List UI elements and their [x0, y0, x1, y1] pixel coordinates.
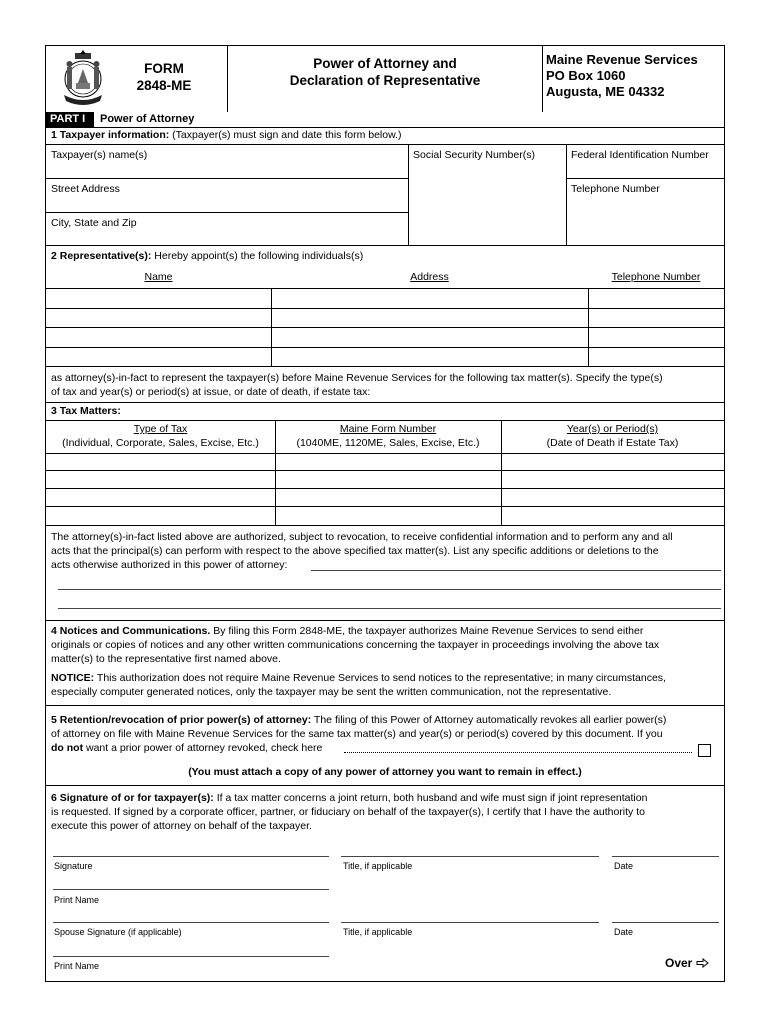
- s5-line-2: of attorney on file with Maine Revenue Services for the same tax matter(s) and year(s) or period(s) covered by this document. If you: [51, 728, 663, 740]
- arrow-right-icon: [696, 958, 709, 968]
- s4-text-1: By filing this Form 2848-ME, the taxpayer authorizes Maine Revenue Services to send either: [210, 625, 644, 637]
- ssn-label: Social Security Number(s): [413, 149, 535, 161]
- additions-line-1[interactable]: [311, 570, 721, 571]
- part-tag: PART I: [46, 112, 94, 127]
- s1-note: (Taxpayer(s) must sign and date this form below.): [169, 129, 402, 141]
- tax-col-year: Year(s) or Period(s): [566, 423, 659, 435]
- s5-do-not: do not: [51, 742, 84, 754]
- street-address-label: Street Address: [51, 183, 120, 195]
- s2-after-line-2: of tax and year(s) or period(s) at issue, or date of death, if estate tax:: [51, 386, 371, 398]
- agency-address: [546, 52, 724, 100]
- title-line-2: Declaration of Representative: [289, 73, 481, 88]
- form-number-block: [104, 60, 224, 94]
- s4-heading: 4 Notices and Communications.: [51, 625, 211, 637]
- keep-prior-poa-checkbox[interactable]: [698, 744, 711, 757]
- print-name-label: Print Name: [54, 895, 100, 905]
- print-name-2-label: Print Name: [54, 961, 100, 971]
- form-label: FORM: [144, 61, 184, 76]
- notice-text-1: This authorization does not require Maine Revenue Services to send notices to the representative; in many circumstances,: [94, 672, 666, 684]
- s4-line-1: [51, 625, 643, 638]
- s3-heading: 3 Tax Matters:: [51, 405, 121, 417]
- spouse-signature-line[interactable]: [53, 922, 329, 923]
- form-2848-me: [45, 45, 725, 982]
- s6-text-1: If a tax matter concerns a joint return, both husband and wife must sign if joint representation: [213, 792, 648, 804]
- notice-label: NOTICE:: [51, 672, 95, 684]
- s5-heading: 5 Retention/revocation of prior power(s) of attorney:: [51, 714, 312, 726]
- print-name-2-line[interactable]: [53, 956, 329, 957]
- tax-col-type-sub: (Individual, Corporate, Sales, Excise, Etc.): [62, 437, 259, 449]
- tax-col-type: Type of Tax: [133, 423, 188, 435]
- s6-line-2: is requested. If signed by a corporate officer, partner, or fiduciary on behalf of the taxpayer(s), I certify that I have the authority to: [51, 806, 645, 818]
- fein-label: Federal Identification Number: [571, 149, 709, 161]
- additions-line-3[interactable]: [58, 608, 721, 609]
- print-name-line[interactable]: [53, 889, 329, 890]
- s5-text-3: want a prior power of attorney revoked, check here: [83, 742, 323, 754]
- telephone-label: Telephone Number: [571, 183, 660, 195]
- auth-line-3: acts otherwise authorized in this power of attorney:: [51, 559, 288, 571]
- s2-heading-line: [51, 250, 363, 263]
- spouse-signature-label: Spouse Signature (if applicable): [54, 927, 182, 937]
- form-header: [46, 46, 724, 112]
- title-line-1: Power of Attorney and: [313, 56, 457, 71]
- s1-heading: 1 Taxpayer information:: [51, 129, 170, 141]
- city-state-zip-label: City, State and Zip: [51, 217, 137, 229]
- date-label: Date: [614, 861, 634, 871]
- attach-note: (You must attach a copy of any power of attorney you want to remain in effect.): [188, 766, 582, 778]
- rep-col-phone: Telephone Number: [611, 271, 701, 283]
- notice-line-2: especially computer generated notices, only the taxpayer may be sent the written communication, not the representative.: [51, 686, 612, 698]
- tax-col-form-sub: (1040ME, 1120ME, Sales, Excise, Etc.): [296, 437, 480, 449]
- agency-city: Augusta, ME 04332: [546, 84, 665, 99]
- s4-line-3: matter(s) to the representative first named above.: [51, 653, 281, 665]
- date-2-line[interactable]: [612, 922, 719, 923]
- s5-text-1: The filing of this Power of Attorney automatically revokes all earlier power(s): [311, 714, 667, 726]
- auth-line-2: acts that the principal(s) can perform with respect to the above specified tax matter(s). List any specific additions or deletions to the: [51, 545, 659, 557]
- auth-line-1: The attorney(s)-in-fact listed above are authorized, subject to revocation, to receive confidential information and to perform any and all: [51, 531, 673, 543]
- date-2-label: Date: [614, 927, 634, 937]
- s6-line-3: execute this power of attorney on behalf of the taxpayer.: [51, 820, 312, 832]
- s5-line-3: [51, 742, 322, 755]
- part-1-header: [46, 112, 724, 127]
- title-label: Title, if applicable: [343, 861, 413, 871]
- taxpayer-name-label: Taxpayer(s) name(s): [51, 149, 148, 161]
- s5-line-1: [51, 714, 666, 727]
- agency-name: Maine Revenue Services: [546, 52, 698, 67]
- s2-note: Hereby appoint(s) the following individuals(s): [151, 250, 364, 262]
- rep-row-1-address[interactable]: [272, 289, 587, 307]
- title-line[interactable]: [341, 856, 599, 857]
- date-line[interactable]: [612, 856, 719, 857]
- s2-after-line-1: as attorney(s)-in-fact to represent the taxpayer(s) before Maine Revenue Services for the following tax matter(s). Specify the type(s): [51, 372, 663, 384]
- rep-row-1-phone[interactable]: [589, 289, 723, 307]
- signature-label: Signature: [54, 861, 93, 871]
- s6-line-1: [51, 792, 647, 805]
- s4-line-2: originals or copies of notices and any other written communications concerning the taxpayer in proceedings involving the above tax: [51, 639, 660, 651]
- title-2-label: Title, if applicable: [343, 927, 413, 937]
- additions-line-2[interactable]: [58, 589, 721, 590]
- s2-heading: 2 Representative(s):: [51, 250, 152, 262]
- tax-col-form: Maine Form Number: [339, 423, 437, 435]
- notice-line-1: [51, 672, 666, 685]
- rep-col-address: Address: [410, 271, 449, 283]
- signature-line[interactable]: [53, 856, 329, 857]
- form-title: [228, 55, 542, 89]
- rep-row-1-name[interactable]: [47, 289, 270, 307]
- title-2-line[interactable]: [341, 922, 599, 923]
- s1-heading-line: [51, 129, 402, 142]
- s6-heading: 6 Signature of or for taxpayer(s):: [51, 792, 214, 804]
- rep-col-name: Name: [144, 271, 173, 283]
- part-title: Power of Attorney: [100, 113, 195, 125]
- over-label: Over: [665, 956, 693, 970]
- form-number: 2848-ME: [136, 78, 192, 93]
- tax-col-year-sub: (Date of Death if Estate Tax): [546, 437, 679, 449]
- agency-po-box: PO Box 1060: [546, 68, 626, 83]
- over-indicator: [665, 956, 709, 970]
